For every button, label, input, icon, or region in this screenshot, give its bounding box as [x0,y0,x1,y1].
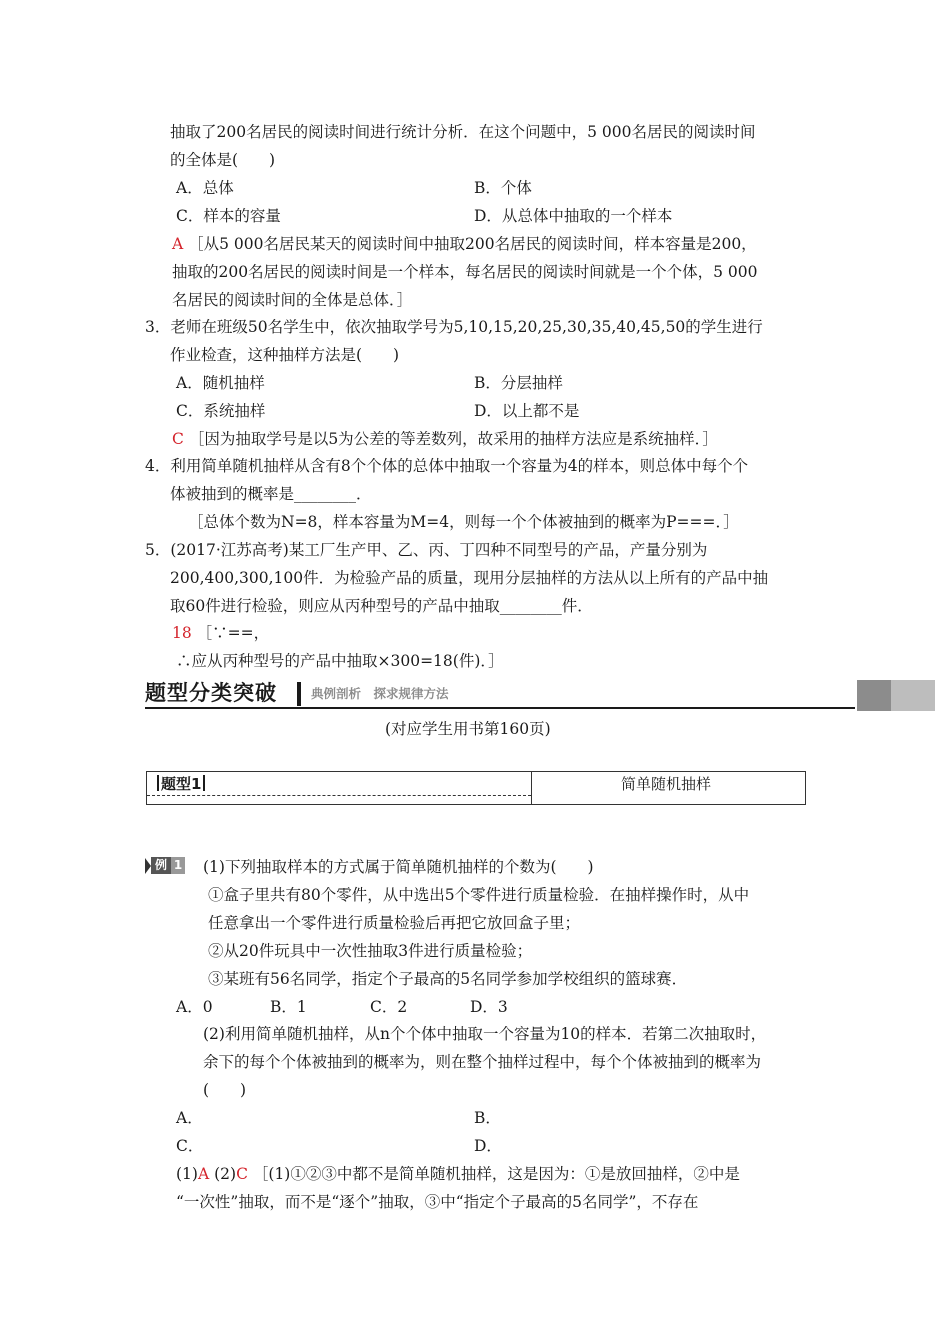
example-part1-option-d: D．3 [470,998,508,1016]
example-part1-option-c: C．2 [370,998,408,1016]
q5-stem-line1: 5．(2017·江苏高考)某工厂生产甲、乙、丙、丁四种不同型号的产品，产量分别为 [145,541,708,559]
example-solution-line2: “一次性”抽取，而不是“逐个”抽取，③中“指定个子最高的5名同学”，不存在 [176,1193,699,1211]
example-part2-line3: ( ) [203,1081,247,1099]
example-ans1: A [197,1165,210,1183]
q3-answer: C [172,430,184,448]
type-box-divider [531,772,532,805]
example-part1-stem: (1)下列抽取样本的方式属于简单随机抽样的个数为( ) [203,858,594,876]
q2-option-b: B．个体 [474,179,532,197]
example-part2-option-c: C． [176,1137,204,1155]
section-subtitle: 典例剖析 探求规律方法 [311,686,449,701]
example-part1-option-a: A．0 [176,998,213,1016]
example-badge [145,856,187,875]
example-item1-line1: ①盒子里共有80个零件，从中选出5个零件进行质量检验．在抽样操作时，从中 [208,886,750,904]
type-box-label [155,772,207,796]
type-label-text: 题型1 [161,775,202,793]
type-label-bar-right [203,775,205,791]
q2-option-c: C．样本的容量 [176,207,281,225]
q5-answer: 18 [172,624,192,642]
q3-stem-line2: 作业检查，这种抽样方法是( ) [170,346,400,364]
example-part2-line1: (2)利用简单随机抽样，从n个个体中抽取一个容量为10的样本．若第二次抽取时， [203,1025,767,1043]
example-item2: ②从20件玩具中一次性抽取3件进行质量检验； [208,942,533,960]
q3-option-d: D．以上都不是 [474,402,580,420]
q5-solution-line1 [172,622,269,644]
q4-stem-line2: 体被抽到的概率是________． [170,485,372,503]
q3-option-a: A．随机抽样 [176,374,265,392]
banner-decor-light [891,680,935,711]
q2-stem-line2: 的全体是( ) [170,151,276,169]
example-number: 1 [171,857,185,874]
section-title: 题型分类突破 [145,681,277,705]
section-banner [145,678,935,708]
q2-solution-line3: 名居民的阅读时间的全体是总体．］ [172,291,413,309]
example-item3: ③某班有56名同学，指定个子最高的5名同学参加学校组织的篮球赛． [208,970,688,988]
q3-option-b: B．分层抽样 [474,374,563,392]
q2-option-d: D．从总体中抽取的一个样本 [474,207,673,225]
q2-solution-line2: 抽取的200名居民的阅读时间是一个样本，每名居民的阅读时间就是一个个体，5 000 [172,263,758,281]
example-tag: 例 [151,857,171,874]
q3-stem-line1: 3．老师在班级50名学生中，依次抽取学号为5,10,15,20,25,30,35,40,45,50的学生进行 [145,318,763,336]
example-part2-option-d: D． [474,1137,502,1155]
q3-solution [172,428,718,450]
example-ans2-prefix: (2) [214,1165,237,1183]
q5-solution-line2: ∴应从丙种型号的产品中抽取×300=18(件)．］ [176,652,504,670]
example-solution-line1 [176,1163,740,1185]
banner-divider [297,682,301,706]
q5-stem-line2: 200,400,300,100件．为检验产品的质量，现用分层抽样的方法从以上所有的产品中抽 [170,569,769,587]
q3-solution-text: ［因为抽取学号是以5为公差的等差数列，故采用的抽样方法应是系统抽样．］ [188,430,718,448]
q3-option-c: C．系统抽样 [176,402,266,420]
banner-decor-dark [857,680,891,711]
q4-stem-line1: 4．利用简单随机抽样从含有8个个体的总体中抽取一个容量为4的样本，则总体中每个个 [145,457,749,475]
q5-stem-line3: 取60件进行检验，则应从丙种型号的产品中抽取________件． [170,597,593,615]
q4-solution: ［总体个数为N=8，样本容量为M=4，则每一个个体被抽到的概率为P===．］ [188,513,739,531]
example-part2-option-b: B． [474,1109,501,1127]
example-part1-option-b: B．1 [270,998,307,1016]
example-part2-option-a: A． [176,1109,203,1127]
q2-solution-line1 [172,233,757,255]
type-box [146,771,806,805]
q2-answer: A [172,235,184,253]
q5-solution-text1: ［∵==， [196,624,270,642]
q2-solution-text1: ［从5 000名居民某天的阅读时间中抽取200名居民的阅读时间，样本容量是200， [188,235,757,253]
q2-stem-line1: 抽取了200名居民的阅读时间进行统计分析．在这个问题中，5 000名居民的阅读时间 [170,123,756,141]
type-box-title: 简单随机抽样 [621,775,712,793]
example-item1-line2: 任意拿出一个零件进行质量检验后再把它放回盒子里； [208,914,581,932]
example-part2-line2: 余下的每个个体被抽到的概率为，则在整个抽样过程中，每个个体被抽到的概率为 [203,1053,762,1071]
example-ans2: C [236,1165,248,1183]
example-solution-text1: ［(1)①②③中都不是简单随机抽样，这是因为：①是放回抽样，②中是 [252,1165,740,1183]
type-label-bar-left [157,775,159,791]
q2-option-a: A．总体 [176,179,234,197]
example-ans1-prefix: (1) [176,1165,198,1183]
page-reference: (对应学生用书第160页) [385,720,551,738]
banner-rule [145,707,855,709]
